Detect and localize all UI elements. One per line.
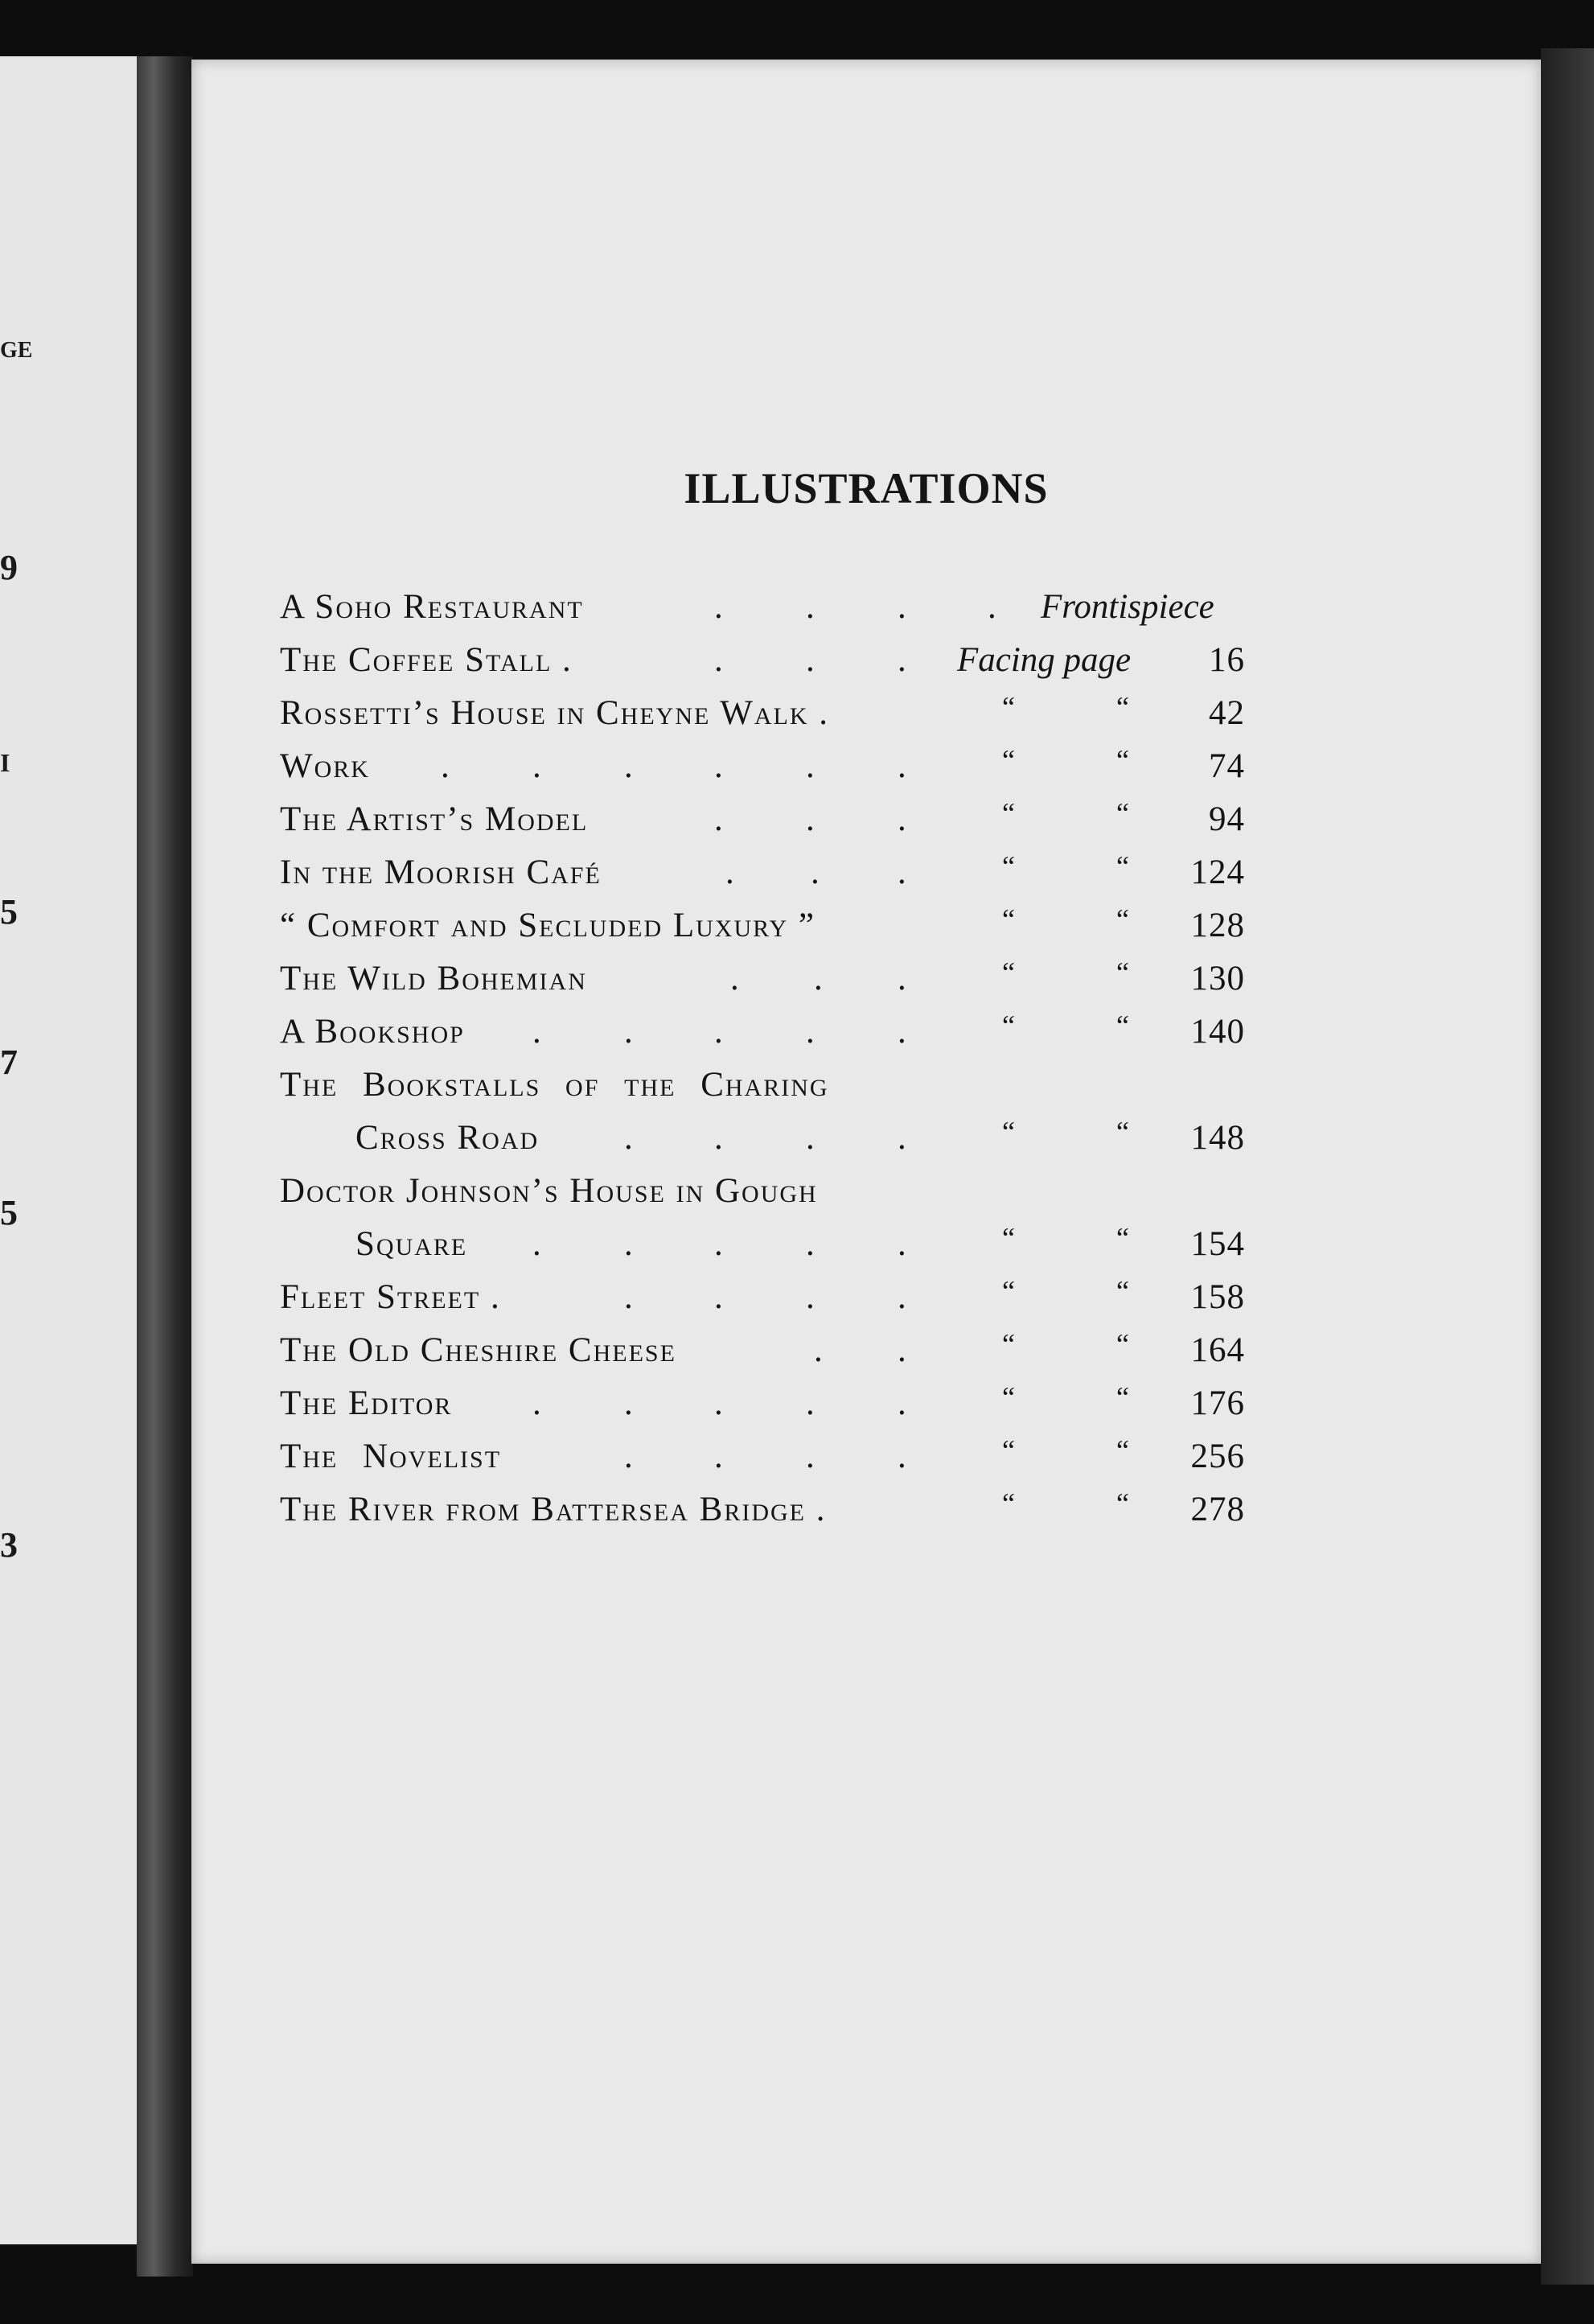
list-item	[280, 952, 1245, 1006]
leader-dot: .	[898, 960, 908, 997]
list-item	[280, 1324, 1245, 1377]
ditto-mark: “	[1002, 691, 1015, 723]
leader-dot: .	[898, 800, 908, 838]
leader-dot: .	[806, 747, 816, 785]
ditto-mark: “	[1002, 850, 1015, 882]
list-item	[280, 1165, 1245, 1218]
page-number: 124	[1190, 854, 1245, 891]
leader-dot: .	[898, 1013, 908, 1051]
ditto-mark: “	[1002, 903, 1015, 936]
leader-dot: .	[898, 1438, 908, 1475]
ditto-mark: “	[1002, 1222, 1015, 1254]
page-number: 164	[1190, 1331, 1245, 1369]
leader-dot: .	[806, 1438, 816, 1475]
leader-dot: .	[714, 800, 725, 838]
ditto-mark: “	[1116, 850, 1129, 882]
page-number: 278	[1190, 1491, 1245, 1528]
illustrations-list	[280, 581, 1245, 1536]
leader-dot: .	[532, 747, 543, 785]
ditto-mark: “	[1002, 1328, 1015, 1360]
ditto-mark: “	[1116, 797, 1129, 829]
illustration-title: The Coffee Stall .	[280, 641, 573, 679]
page-number: 256	[1190, 1438, 1245, 1475]
leader-dot: .	[624, 1013, 635, 1051]
leader-dot: .	[898, 1119, 908, 1157]
illustration-title: The Editor	[280, 1384, 453, 1422]
list-item	[280, 1483, 1245, 1536]
leader-dot: .	[714, 1438, 725, 1475]
list-item-continuation	[280, 1218, 1245, 1271]
ditto-mark: “	[1002, 797, 1015, 829]
leader-dot: .	[898, 1331, 908, 1369]
list-item-continuation	[280, 1112, 1245, 1165]
leader-dot: .	[806, 1013, 816, 1051]
list-item	[280, 846, 1245, 899]
illustration-title: The Bookstalls of the Charing	[280, 1066, 829, 1104]
list-item	[280, 1059, 1245, 1112]
left-page-fragment: 3	[0, 1525, 18, 1565]
leader-dot: .	[806, 588, 816, 626]
left-page-fragment: 9	[0, 548, 18, 587]
ditto-mark: “	[1116, 903, 1129, 936]
leader-dot: .	[714, 1384, 725, 1422]
ditto-mark: “	[1116, 1222, 1129, 1254]
list-item	[280, 1271, 1245, 1324]
left-page-fragment: GE	[0, 338, 33, 363]
leader-dot: .	[814, 960, 824, 997]
list-item	[280, 793, 1245, 846]
leader-dot: .	[730, 960, 741, 997]
page-number: 42	[1209, 694, 1245, 732]
page-number: 128	[1190, 907, 1245, 944]
leader-dot: .	[714, 1119, 725, 1157]
ditto-mark: “	[1002, 1434, 1015, 1466]
list-item	[280, 1430, 1245, 1483]
left-page-fragment: 5	[0, 1193, 18, 1232]
leader-dot: .	[898, 1384, 908, 1422]
page-number: 130	[1190, 960, 1245, 997]
leader-dot: .	[898, 747, 908, 785]
list-item	[280, 1377, 1245, 1430]
leader-dot: .	[806, 800, 816, 838]
leader-dot: .	[624, 1225, 635, 1263]
page-number: 74	[1209, 747, 1245, 785]
leader-dot: .	[624, 1278, 635, 1316]
ditto-mark: “	[1116, 956, 1129, 989]
list-item	[280, 581, 1245, 634]
leader-dot: .	[806, 641, 816, 679]
page-title: ILLUSTRATIONS	[684, 464, 1049, 512]
leader-dot: .	[898, 641, 908, 679]
ditto-mark: “	[1116, 744, 1129, 776]
leader-dot: .	[532, 1013, 543, 1051]
leader-dot: .	[898, 1225, 908, 1263]
leader-dot: .	[806, 1119, 816, 1157]
page-number: 94	[1209, 800, 1245, 838]
illustration-title: Fleet Street .	[280, 1278, 501, 1316]
illustration-title-continued: Square	[355, 1225, 468, 1263]
list-item	[280, 740, 1245, 793]
list-item	[280, 1006, 1245, 1059]
ditto-mark: “	[1116, 1116, 1129, 1148]
illustration-title: The Novelist	[280, 1438, 502, 1475]
leader-dot: .	[806, 1225, 816, 1263]
illustration-title: In the Moorish Café	[280, 854, 602, 891]
leader-dot: .	[714, 588, 725, 626]
leader-dot: .	[624, 1119, 635, 1157]
ditto-mark: “	[1002, 1116, 1015, 1148]
leader-dot: .	[988, 588, 998, 626]
ditto-mark: “	[1002, 1381, 1015, 1413]
leader-dot: .	[806, 1278, 816, 1316]
ditto-mark: “	[1116, 691, 1129, 723]
left-page-fragment: 5	[0, 892, 18, 932]
list-item	[280, 687, 1245, 740]
left-page-edge	[0, 56, 137, 2244]
leader-dot: .	[811, 854, 821, 891]
illustration-title: Doctor Johnson’s House in Gough	[280, 1172, 818, 1210]
facing-page-label: Facing page	[957, 641, 1132, 679]
leader-dot: .	[806, 1384, 816, 1422]
ditto-mark: “	[1116, 1487, 1129, 1520]
ditto-mark: “	[1116, 1434, 1129, 1466]
page-number: 148	[1190, 1119, 1245, 1157]
leader-dot: .	[714, 641, 725, 679]
illustration-title: The Artist’s Model	[280, 800, 589, 838]
illustration-title: The Old Cheshire Cheese	[280, 1331, 676, 1369]
illustration-title: Work	[280, 747, 370, 785]
book-edge	[1541, 48, 1594, 2285]
ditto-mark: “	[1002, 956, 1015, 989]
illustration-title: The River from Battersea Bridge .	[280, 1491, 827, 1528]
leader-dot: .	[714, 1225, 725, 1263]
illustration-title: The Wild Bohemian	[280, 960, 587, 997]
leader-dot: .	[714, 1013, 725, 1051]
illustration-title: A Soho Restaurant	[280, 588, 584, 626]
leader-dot: .	[898, 588, 908, 626]
leader-dot: .	[624, 1384, 635, 1422]
page-number: 176	[1190, 1384, 1245, 1422]
ditto-mark: “	[1116, 1275, 1129, 1307]
leader-dot: .	[624, 747, 635, 785]
leader-dot: .	[532, 1384, 543, 1422]
page-number: 140	[1190, 1013, 1245, 1051]
left-page-fragment: 7	[0, 1043, 18, 1082]
leader-dot: .	[898, 854, 908, 891]
illustration-title: Rossetti’s House in Cheyne Walk .	[280, 694, 830, 732]
leader-dot: .	[441, 747, 451, 785]
left-page-fragment: I	[0, 748, 10, 777]
page-number: 158	[1190, 1278, 1245, 1316]
leader-dot: .	[814, 1331, 824, 1369]
leader-dot: .	[898, 1278, 908, 1316]
leader-dot: .	[725, 854, 736, 891]
list-item	[280, 634, 1245, 687]
leader-dot: .	[714, 1278, 725, 1316]
page-number: 154	[1190, 1225, 1245, 1263]
illustration-title: “ Comfort and Secluded Luxury ”	[280, 907, 815, 944]
leader-dot: .	[624, 1438, 635, 1475]
ditto-mark: “	[1002, 1487, 1015, 1520]
ditto-mark: “	[1002, 1275, 1015, 1307]
illustration-title: A Bookshop	[280, 1013, 465, 1051]
ditto-mark: “	[1116, 1010, 1129, 1042]
book-gutter	[137, 56, 193, 2277]
illustration-title-continued: Cross Road	[355, 1119, 540, 1157]
ditto-mark: “	[1116, 1328, 1129, 1360]
leader-dot: .	[532, 1225, 543, 1263]
frontispiece-label: Frontispiece	[1041, 588, 1214, 626]
illustrations-page	[191, 60, 1541, 2264]
list-item	[280, 899, 1245, 952]
ditto-mark: “	[1002, 744, 1015, 776]
ditto-mark: “	[1002, 1010, 1015, 1042]
leader-dot: .	[714, 747, 725, 785]
page-number: 16	[1209, 641, 1245, 679]
ditto-mark: “	[1116, 1381, 1129, 1413]
